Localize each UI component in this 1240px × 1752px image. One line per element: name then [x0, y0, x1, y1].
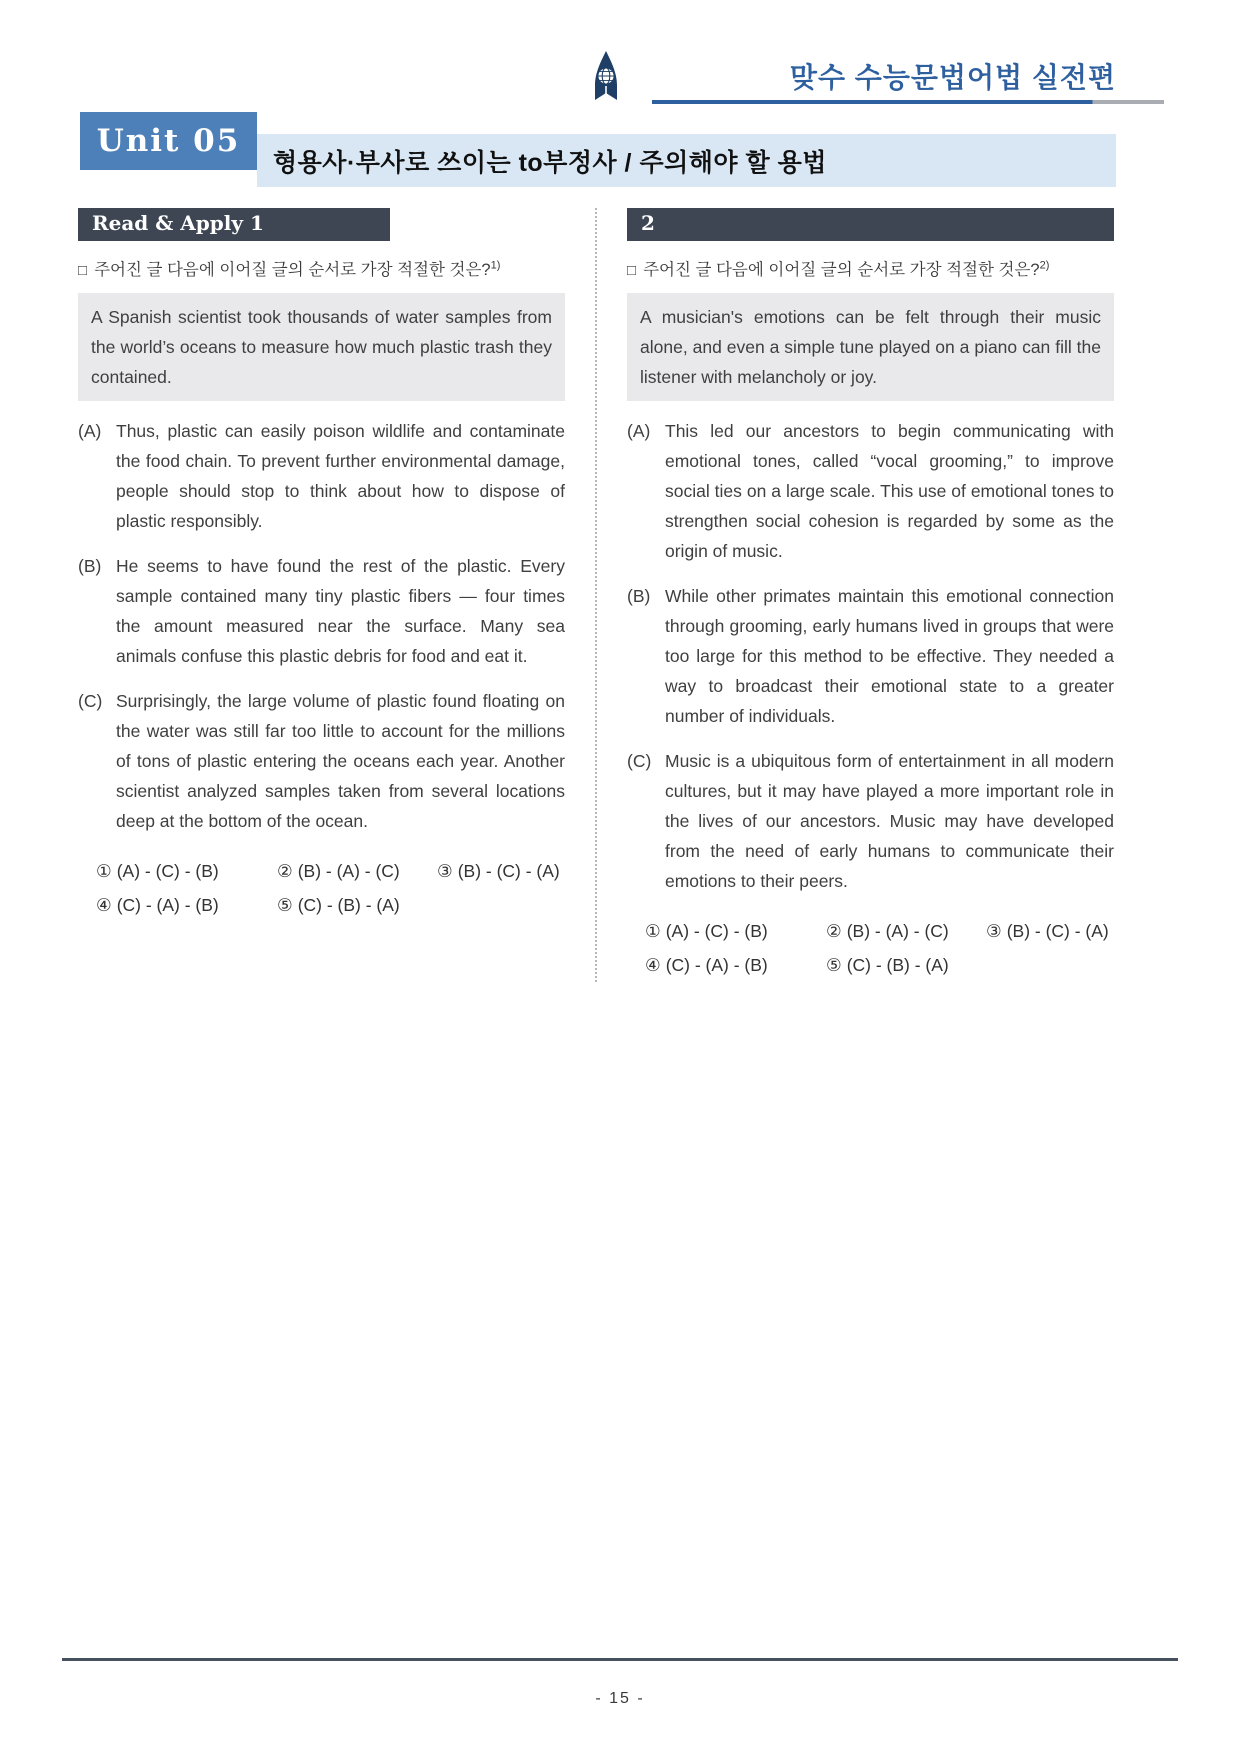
choice-text: (C) - (B) - (A): [846, 955, 949, 975]
answer-choice-3: [986, 914, 1114, 948]
question-prompt: [627, 256, 1114, 280]
choice-text: (B) - (C) - (A): [457, 861, 560, 881]
paragraph-a: [627, 416, 1114, 566]
choice-number: ③: [437, 861, 453, 881]
answer-choice-1: [645, 914, 826, 948]
paragraph-label: (B): [627, 586, 651, 606]
choice-text: (B) - (C) - (A): [1006, 921, 1109, 941]
question-columns: [78, 208, 1114, 982]
checkbox-icon: □: [78, 262, 88, 279]
answer-choice-3: [437, 854, 565, 888]
answer-choices: [78, 854, 565, 922]
choice-text: (A) - (C) - (B): [665, 921, 768, 941]
answer-choice-2: [826, 914, 986, 948]
choice-number: ②: [277, 861, 293, 881]
column-divider: [595, 208, 597, 982]
passage-box: A Spanish scientist took thousands of water samples from the world’s oceans to measure how much plastic trash they contained.: [78, 293, 565, 401]
choice-number: ⑤: [277, 895, 293, 915]
choice-row: [645, 914, 1114, 948]
paragraph-text: Surprisingly, the large volume of plastic found floating on the water was still far too little to account for the millions of tons of plastic entering the oceans each year. Another scientist analyzed samples taken from several locations deep at the bottom of the ocean.: [116, 691, 565, 831]
choice-row: [645, 948, 1114, 982]
question-column-1: [78, 208, 565, 982]
prompt-text: 주어진 글 다음에 이어질 글의 순서로 가장 적절한 것은?: [94, 261, 491, 279]
paragraph-text: Thus, plastic can easily poison wildlife and contaminate the food chain. To prevent further environmental damage, people should stop to think about how to dispose of plastic responsibly.: [116, 421, 565, 531]
passage-box: A musician's emotions can be felt through their music alone, and even a simple tune played on a piano can fill the listener with melancholy or joy.: [627, 293, 1114, 401]
paragraph-b: [78, 551, 565, 671]
paragraph-label: (B): [78, 556, 102, 576]
paragraph-label: (A): [78, 421, 102, 441]
checkbox-icon: □: [627, 262, 637, 279]
choice-row: [96, 888, 565, 922]
paragraph-text: Music is a ubiquitous form of entertainment in all modern cultures, but it may have played a more important role in the lives of our ancestors. Music may have developed from the need of early humans to communicate their emotions to their peers.: [665, 751, 1114, 891]
brand-rule-divider: [652, 100, 1164, 104]
footnote-marker: 2): [1039, 259, 1050, 272]
brand-title: 맞수 수능문법어법 실전편: [789, 62, 1116, 93]
choice-text: (B) - (A) - (C): [297, 861, 400, 881]
question-prompt: [78, 256, 565, 280]
section-header-2: 2: [627, 208, 1114, 241]
paragraph-label: (A): [627, 421, 651, 441]
unit-label: Unit 05: [80, 112, 257, 170]
question-column-2: [627, 208, 1114, 982]
choice-number: ④: [96, 895, 112, 915]
answer-choice-4: [96, 888, 277, 922]
choice-number: ①: [96, 861, 112, 881]
footer-rule: [62, 1658, 1178, 1661]
prompt-text: 주어진 글 다음에 이어질 글의 순서로 가장 적절한 것은?: [643, 261, 1040, 279]
paragraph-c: [78, 686, 565, 836]
unit-banner: [80, 112, 1116, 188]
answer-choice-1: [96, 854, 277, 888]
answer-choices: [627, 914, 1114, 982]
choice-text: (B) - (A) - (C): [846, 921, 949, 941]
answer-choice-5: [277, 888, 437, 922]
choice-text: (A) - (C) - (B): [116, 861, 219, 881]
choice-text: (C) - (B) - (A): [297, 895, 400, 915]
paragraph-text: He seems to have found the rest of the plastic. Every sample contained many tiny plastic fibers — four times the amount measured near the surface. Many sea animals confuse this plastic debris for food and eat it.: [116, 556, 565, 666]
pen-globe-logo-icon: [586, 50, 626, 104]
choice-row: [96, 854, 565, 888]
choice-number: ③: [986, 921, 1002, 941]
paragraph-text: While other primates maintain this emotional connection through grooming, early humans lived in groups that were too large for this method to be effective. They needed a way to broadcast their emotional state to a greater number of individuals.: [665, 586, 1114, 726]
answer-choice-2: [277, 854, 437, 888]
choice-number: ④: [645, 955, 661, 975]
paragraph-b: [627, 581, 1114, 731]
choice-number: ②: [826, 921, 842, 941]
paragraph-a: [78, 416, 565, 536]
choice-text: (C) - (A) - (B): [116, 895, 219, 915]
footnote-marker: 1): [490, 259, 501, 272]
paragraph-c: [627, 746, 1114, 896]
choice-number: ①: [645, 921, 661, 941]
page-number: - 15 -: [595, 1690, 645, 1707]
unit-title: 형용사·부사로 쓰이는 to부정사 / 주의해야 할 용법: [257, 134, 1116, 187]
answer-choice-4: [645, 948, 826, 982]
choice-number: ⑤: [826, 955, 842, 975]
paragraph-text: This led our ancestors to begin communicating with emotional tones, called “vocal grooming,” to improve social ties on a large scale. This use of emotional tones to strengthen social cohesion is regarded by some as the origin of music.: [665, 421, 1114, 561]
paragraph-label: (C): [627, 751, 652, 771]
section-header-read-apply: Read & Apply 1: [78, 208, 390, 241]
choice-text: (C) - (A) - (B): [665, 955, 768, 975]
answer-choice-5: [826, 948, 986, 982]
paragraph-label: (C): [78, 691, 103, 711]
